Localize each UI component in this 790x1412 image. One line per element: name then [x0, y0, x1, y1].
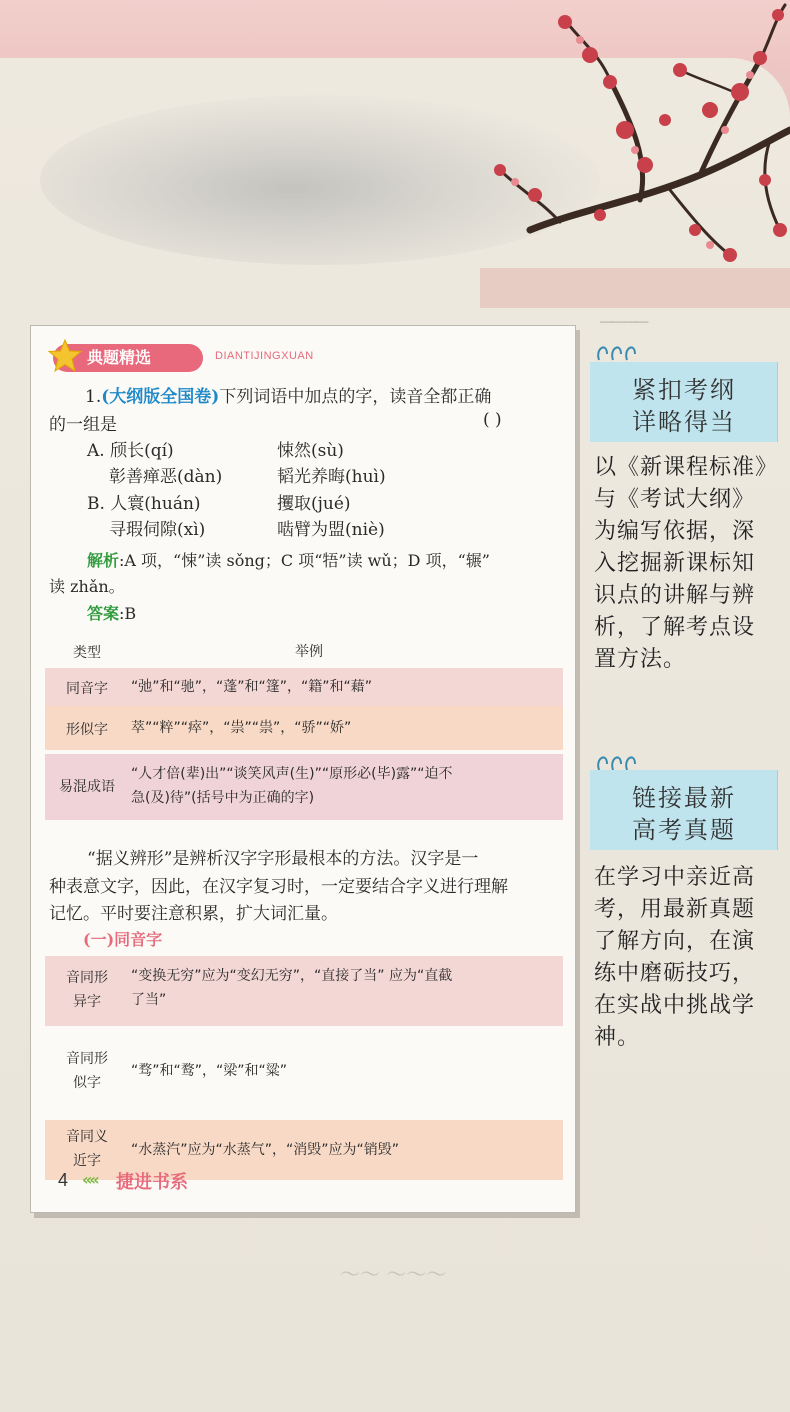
- question-number: 1.: [85, 387, 102, 407]
- answer-line: [87, 601, 136, 624]
- row-type: 同音字: [66, 681, 108, 697]
- side-box-latest-exams: [590, 770, 778, 850]
- row-example-2: 急(及)待”(括号中为正确的字): [131, 790, 315, 806]
- side-line: 了解方向，在演: [594, 929, 756, 954]
- side-line: 考，用最新真题: [594, 897, 756, 922]
- star-icon: [47, 338, 83, 374]
- analysis-label: 解析: [87, 551, 120, 570]
- row-type-1: 音同形: [66, 970, 108, 986]
- row-type-1: 音同形: [66, 1051, 108, 1067]
- side-box-title-1: 紧扣考纲: [632, 376, 736, 404]
- paragraph-line-2: 种表意文字，因此，在汉字复习时，一定要结合字义进行理解: [49, 877, 508, 897]
- table-row: [45, 956, 563, 1026]
- row-example-1: “骛”和“鹜”，“梁”和“粱”: [131, 1063, 288, 1079]
- bleed-handwriting: 〜〜 〜〜〜: [340, 1262, 447, 1286]
- row-example-1: “水蒸汽”应为“水蒸气”，“消毁”应为“销毁”: [131, 1142, 400, 1158]
- bleed-text: ────: [600, 310, 649, 334]
- table-header-row: [45, 634, 563, 668]
- paragraph-line-1: “据义辨形”是辨析汉字字形最根本的方法。汉字是一: [87, 849, 479, 869]
- row-type-1: 音同义: [66, 1129, 108, 1145]
- side-line: 练中磨砺技巧，: [594, 961, 756, 986]
- header-pinyin: DIANTIJINGXUAN: [215, 350, 314, 362]
- side-line: 在实战中挑战学: [594, 993, 756, 1018]
- side-description-1: [594, 452, 790, 676]
- row-type: 形似字: [66, 722, 108, 738]
- double-chevron-icon: ««: [82, 1170, 97, 1189]
- side-line: 为编写依据，深: [594, 519, 756, 544]
- question-line-1: [85, 382, 491, 407]
- row-example: 萃”“粹”“瘁”，“祟”“祟”，“骄”“娇”: [131, 720, 352, 736]
- side-box-exam-outline: [590, 362, 778, 442]
- series-name: 捷进书系: [116, 1172, 188, 1193]
- option-b-3: 寻瑕伺隙(xì): [109, 520, 206, 540]
- side-box-title-1: 链接最新: [632, 784, 736, 812]
- row-example-1: “变换无穷”应为“变幻无穷”，“直接了当” 应为“直截: [131, 968, 453, 984]
- side-line: 析，了解考点设: [594, 615, 756, 640]
- question-source: (大纲版全国卷): [101, 387, 220, 407]
- question-stem-a: 下列词语中加点的字，读音全都正确: [219, 387, 492, 407]
- option-b-2: 攫取(jué): [277, 494, 351, 514]
- table-row: [45, 754, 563, 820]
- side-line: 入挖掘新课标知: [594, 551, 756, 576]
- side-line: 以《新课程标准》: [594, 455, 779, 480]
- option-a-1: A. 颀长(qí): [87, 441, 174, 461]
- option-a-4: 韬光养晦(huì): [277, 467, 386, 487]
- option-a-2: 悚然(sù): [277, 441, 344, 461]
- side-description-2: [594, 862, 790, 1054]
- table-row: [45, 1026, 563, 1112]
- option-a-3: 彰善瘅恶(dàn): [109, 467, 223, 487]
- table-header-type: 类型: [73, 645, 101, 661]
- analysis-text-1: :A 项，“悚”读 sǒng；C 项“牾”读 wǔ；D 项，“辗”: [119, 551, 490, 570]
- row-type-2: 似字: [73, 1075, 101, 1091]
- example-card: [30, 325, 576, 1213]
- row-type-2: 近字: [73, 1153, 101, 1169]
- chevron-left-icon: «: [89, 1170, 97, 1189]
- table-row: [45, 706, 563, 750]
- row-example: “弛”和“驰”，“蓬”和“篷”，“籍”和“藉”: [131, 679, 373, 695]
- plum-blossom-branch-icon: [440, 0, 790, 300]
- answer-paren: ( ): [483, 410, 502, 430]
- type-table: [45, 634, 563, 834]
- analysis-text-2: 读 zhǎn。: [49, 577, 125, 596]
- side-line: 置方法。: [594, 647, 687, 672]
- side-line: 在学习中亲近高: [594, 865, 756, 890]
- side-box-title-2: 高考真题: [632, 816, 736, 844]
- row-example-1: “人才倍(辈)出”“谈笑风声(生)”“原形必(毕)露”“迫不: [131, 766, 453, 782]
- homophone-table: [45, 956, 563, 1169]
- table-row: [45, 668, 563, 706]
- answer-label: 答案: [87, 604, 120, 623]
- row-type: 易混成语: [59, 779, 115, 795]
- option-b-4: 啮臂为盟(niè): [277, 520, 385, 540]
- option-b-1: B. 人寰(huán): [87, 494, 201, 514]
- table-header-example: 举例: [295, 644, 323, 660]
- analysis-line-1: [87, 548, 490, 571]
- row-type-2: 异字: [73, 994, 101, 1010]
- header-title: 典题精选: [87, 348, 152, 367]
- side-line: 与《考试大纲》: [594, 487, 756, 512]
- side-line: 识点的讲解与辨: [594, 583, 756, 608]
- paragraph-line-3: 记忆。平时要注意积累，扩大词汇量。: [49, 904, 338, 924]
- row-example-2: 了当”: [131, 992, 167, 1008]
- side-box-title-2: 详略得当: [632, 408, 736, 436]
- side-line: 神。: [594, 1025, 641, 1050]
- section-heading: (一)同音字: [83, 930, 163, 949]
- page-number: 4: [58, 1170, 69, 1190]
- question-stem-b: 的一组是: [49, 415, 117, 435]
- answer-text: :B: [119, 604, 137, 623]
